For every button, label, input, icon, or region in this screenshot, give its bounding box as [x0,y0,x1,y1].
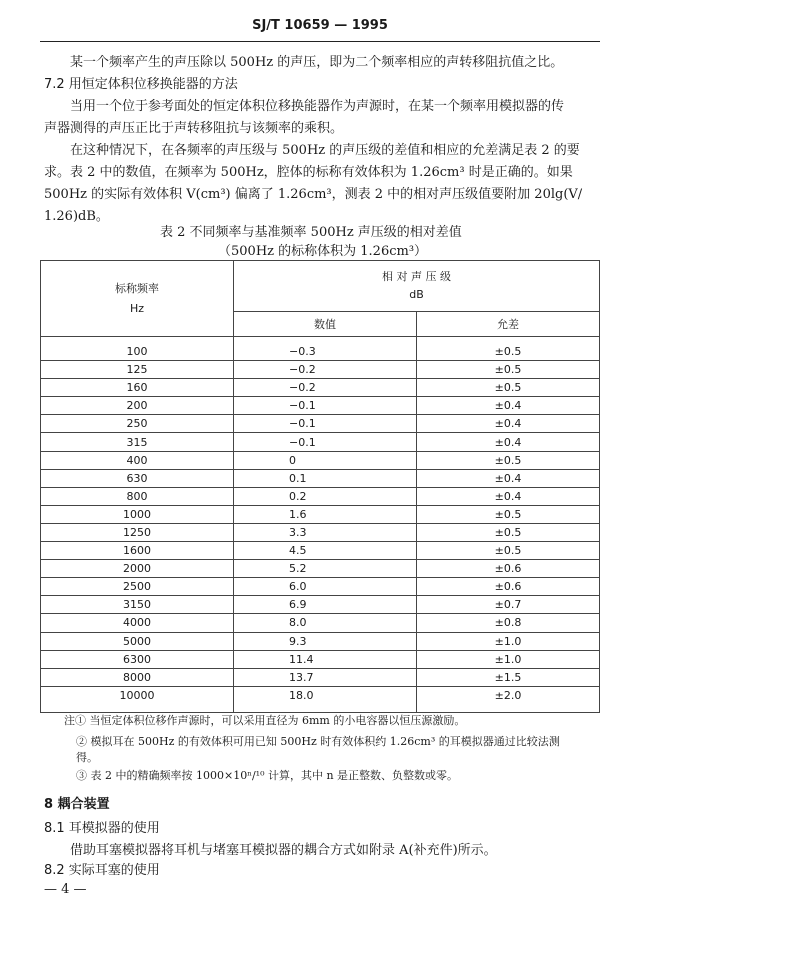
page-number: — 4 — [44,882,87,897]
tolerance-cell: ±0.5 [417,337,600,361]
tolerance-cell: ±0.4 [417,415,600,433]
table-row [41,415,600,433]
tolerance-cell: ±0.4 [417,397,600,415]
table-subcaption: （500Hz 的标称体积为 1.26cm³） [218,244,428,259]
relative-spl-header [234,261,600,312]
paragraph-line: 借助耳塞模拟器将耳机与堵塞耳模拟器的耦合方式如附录 A(补充件)所示。 [70,843,497,858]
paragraph-line: 500Hz 的实际有效体积 V(cm³) 偏离了 1.26cm³，测表 2 中的相对声压级值要附加 20lg(V/ [44,187,583,202]
value-cell: 6.0 [234,578,417,596]
tolerance-cell: ±0.6 [417,578,600,596]
tolerance-cell: ±0.6 [417,560,600,578]
tolerance-cell: ±0.8 [417,614,600,632]
tolerance-cell: ±0.5 [417,361,600,379]
tolerance-cell: ±0.7 [417,596,600,614]
frequency-cell: 6300 [41,650,234,668]
frequency-column-header [41,261,234,337]
frequency-cell: 1250 [41,523,234,541]
table-note-2-cont: 得。 [76,751,98,764]
frequency-header-unit: Hz [129,301,145,315]
table-row [41,632,600,650]
tolerance-cell: ±1.0 [417,650,600,668]
table-body [41,337,600,713]
value-cell: −0.2 [234,361,417,379]
frequency-cell: 3150 [41,596,234,614]
frequency-cell: 100 [41,337,234,361]
section-heading-8-2: 8.2 实际耳塞的使用 [44,863,160,878]
value-cell: 9.3 [234,632,417,650]
frequency-cell: 2500 [41,578,234,596]
frequency-header-label: 标称频率 [115,281,159,295]
value-cell: 13.7 [234,668,417,686]
value-column-header: 数值 [234,312,417,337]
table-note-1: 注① 当恒定体积位移作声源时，可以采用直径为 6mm 的小电容器以恒压源激励。 [64,714,466,727]
frequency-cell: 630 [41,469,234,487]
frequency-cell: 1600 [41,542,234,560]
section-heading-8-1: 8.1 耳模拟器的使用 [44,821,160,836]
value-cell: 1.6 [234,505,417,523]
frequency-cell: 5000 [41,632,234,650]
table-row [41,523,600,541]
table-row [41,397,600,415]
frequency-cell: 125 [41,361,234,379]
document-header: SJ/T 10659 — 1995 [252,18,388,33]
paragraph-line: 某一个频率产生的声压除以 500Hz 的声压，即为二个频率相应的声转移阻抗值之比。 [70,55,564,70]
value-cell: 0.2 [234,487,417,505]
table-row [41,469,600,487]
table-note-2: ② 模拟耳在 500Hz 的有效体积可用已知 500Hz 时有效体积约 1.26cm³ 的耳模拟器通过比较法测 [76,735,560,748]
value-cell: −0.3 [234,337,417,361]
value-cell: 4.5 [234,542,417,560]
tolerance-cell: ±0.5 [417,542,600,560]
frequency-cell: 2000 [41,560,234,578]
value-cell: −0.1 [234,397,417,415]
table-caption: 表 2 不同频率与基准频率 500Hz 声压级的相对差值 [160,225,462,240]
table-row [41,433,600,451]
frequency-cell: 10000 [41,686,234,712]
tolerance-cell: ±0.5 [417,451,600,469]
tolerance-cell: ±0.4 [417,469,600,487]
table-row [41,686,600,712]
frequency-cell: 1000 [41,505,234,523]
table-row [41,361,600,379]
value-cell: 11.4 [234,650,417,668]
table-row [41,379,600,397]
value-cell: 0.1 [234,469,417,487]
frequency-cell: 4000 [41,614,234,632]
table-row [41,505,600,523]
table-row [41,487,600,505]
value-cell: 8.0 [234,614,417,632]
tolerance-cell: ±0.5 [417,505,600,523]
value-cell: 18.0 [234,686,417,712]
frequency-cell: 400 [41,451,234,469]
tolerance-cell: ±0.5 [417,523,600,541]
paragraph-line: 当用一个位于参考面处的恒定体积位移换能器作为声源时，在某一个频率用模拟器的传 [70,99,565,114]
paragraph-line: 在这种情况下，在各频率的声压级与 500Hz 的声压级的差值和相应的允差满足表 2 的要 [70,143,580,158]
frequency-cell: 315 [41,433,234,451]
value-cell: 0 [234,451,417,469]
table-note-3: ③ 表 2 中的精确频率按 1000×10ⁿ/¹⁰ 计算，其中 n 是正整数、负整数或零。 [76,769,459,782]
value-cell: 6.9 [234,596,417,614]
paragraph-line: 1.26)dB。 [44,209,109,224]
header-rule [40,41,600,42]
value-cell: 3.3 [234,523,417,541]
tolerance-column-header: 允差 [417,312,600,337]
tolerance-cell: ±0.4 [417,433,600,451]
tolerance-cell: ±2.0 [417,686,600,712]
table-row [41,668,600,686]
frequency-cell: 8000 [41,668,234,686]
section-heading-7-2: 7.2 用恒定体积位移换能器的方法 [44,77,238,92]
paragraph-line: 声器测得的声压正比于声转移阻抗与该频率的乘积。 [44,121,344,136]
frequency-cell: 250 [41,415,234,433]
frequency-cell: 160 [41,379,234,397]
frequency-cell: 200 [41,397,234,415]
frequency-cell: 800 [41,487,234,505]
value-cell: −0.1 [234,415,417,433]
value-cell: −0.1 [234,433,417,451]
value-cell: 5.2 [234,560,417,578]
tolerance-cell: ±1.0 [417,632,600,650]
relative-spl-table [40,260,600,713]
tolerance-cell: ±0.4 [417,487,600,505]
value-cell: −0.2 [234,379,417,397]
relative-spl-unit: dB [409,288,424,301]
relative-spl-label: 相 对 声 压 级 [382,270,451,283]
table-row [41,596,600,614]
table-row [41,578,600,596]
table-row [41,451,600,469]
tolerance-cell: ±0.5 [417,379,600,397]
table-row [41,337,600,361]
section-heading-8: 8 耦合装置 [44,797,110,812]
paragraph-line: 求。表 2 中的数值，在频率为 500Hz，腔体的标称有效体积为 1.26cm³ 时是正确的。如果 [44,165,573,180]
table-row [41,560,600,578]
table-row [41,542,600,560]
tolerance-cell: ±1.5 [417,668,600,686]
table-row [41,614,600,632]
table-row [41,650,600,668]
